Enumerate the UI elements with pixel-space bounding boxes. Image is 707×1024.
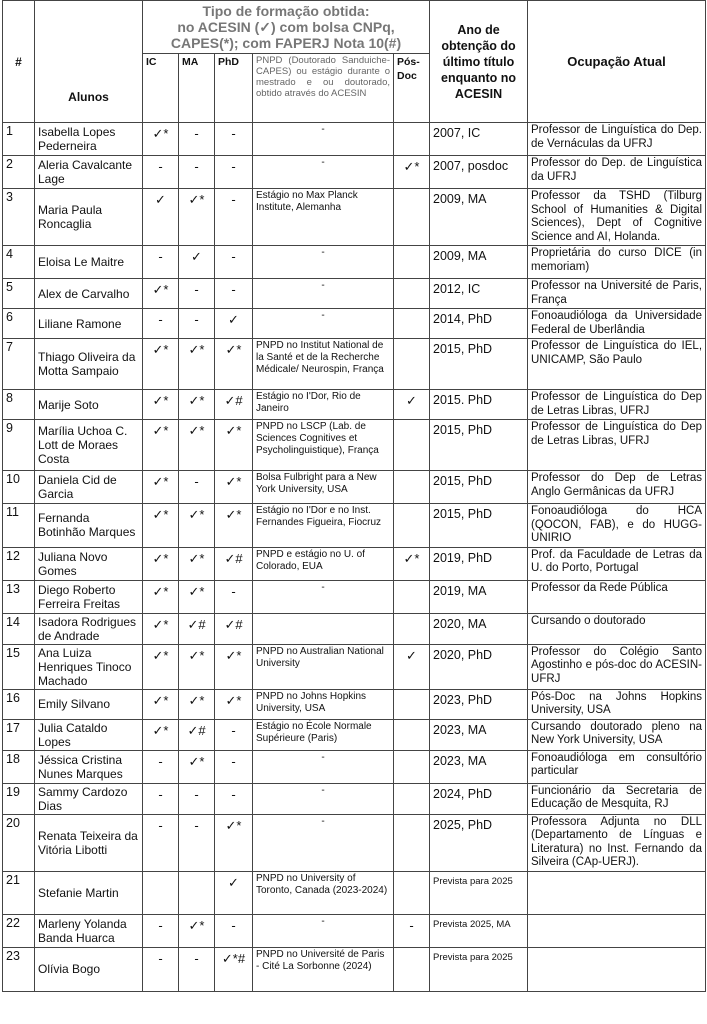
row-number: 6 [3,309,35,339]
ocupacao-atual: Fonoaudióloga em consultório particular [528,750,706,783]
ocupacao-atual: Professor do Dep de Letras Anglo Germânicas da UFRJ [528,471,706,504]
row-number: 10 [3,471,35,504]
ocupacao-atual [528,947,706,991]
student-name: Marleny Yolanda Banda Huarca [35,914,143,947]
ma-mark: ✓* [179,914,215,947]
ic-mark: - [143,814,179,871]
table-row [3,613,706,644]
table-row [3,871,706,914]
ma-mark: ✓# [179,613,215,644]
student-name: Isabella Lopes Pederneira [35,123,143,156]
posdoc-mark: - [394,914,430,947]
pnpd-info: Estágio no I'Dor, Rio de Janeiro [253,390,394,420]
ma-mark: ✓* [179,644,215,689]
pnpd-info: - [253,156,394,189]
phd-mark: - [215,580,253,613]
ic-mark: ✓* [143,420,179,471]
table-row [3,339,706,390]
ano-obtencao: 2020, MA [430,613,528,644]
ocupacao-atual: Professora Adjunta no DLL (Departamento de Línguas e Literatura) no Inst. Fernando da Silveira (CAp-UERJ). [528,814,706,871]
ano-obtencao: 2023, PhD [430,689,528,719]
table-row [3,420,706,471]
ano-obtencao: 2023, MA [430,719,528,750]
posdoc-mark [394,613,430,644]
ano-obtencao: 2020, PhD [430,644,528,689]
table-row [3,947,706,991]
row-number: 11 [3,504,35,548]
posdoc-mark: ✓ [394,390,430,420]
ocupacao-atual: Cursando doutorado pleno na New York University, USA [528,719,706,750]
student-name: Marília Uchoa C. Lott de Moraes Costa [35,420,143,471]
posdoc-mark [394,814,430,871]
ma-mark: - [179,947,215,991]
pnpd-info [253,613,394,644]
phd-mark: ✓*# [215,947,253,991]
ano-obtencao: 2015, PhD [430,420,528,471]
header-number: # [3,1,35,123]
posdoc-mark [394,309,430,339]
ma-mark: - [179,814,215,871]
row-number: 20 [3,814,35,871]
posdoc-mark [394,246,430,279]
ic-mark: ✓* [143,471,179,504]
ocupacao-atual: Professor de Linguística do Dep de Letras Libras, UFRJ [528,390,706,420]
pnpd-info: Estágio no École Normale Supérieure (Paris) [253,719,394,750]
row-number: 15 [3,644,35,689]
row-number: 7 [3,339,35,390]
pnpd-info: PNPD no Université de Paris - Cité La Sorbonne (2024) [253,947,394,991]
ic-mark: ✓* [143,504,179,548]
row-number: 16 [3,689,35,719]
phd-mark: - [215,914,253,947]
phd-mark: ✓# [215,390,253,420]
student-name: Diego Roberto Ferreira Freitas [35,580,143,613]
pnpd-info: - [253,580,394,613]
ano-obtencao: Prevista para 2025 [430,947,528,991]
phd-mark: - [215,783,253,814]
posdoc-mark [394,947,430,991]
ocupacao-atual [528,871,706,914]
table-row [3,719,706,750]
header-posdoc: Pós-Doc [394,54,430,123]
row-number: 23 [3,947,35,991]
ocupacao-atual: Proprietária do curso DICE (in memoriam) [528,246,706,279]
ano-obtencao: 2009, MA [430,189,528,246]
header-tipo-line2: no ACESIN (✓) com bolsa CNPq, [177,19,395,35]
phd-mark: ✓* [215,814,253,871]
ma-mark: ✓ [179,246,215,279]
row-number: 5 [3,279,35,309]
student-name: Daniela Cid de Garcia [35,471,143,504]
phd-mark: - [215,246,253,279]
header-ocupacao: Ocupação Atual [528,1,706,123]
ma-mark: - [179,309,215,339]
ic-mark: ✓* [143,644,179,689]
ano-obtencao: 2012, IC [430,279,528,309]
student-name: Julia Cataldo Lopes [35,719,143,750]
student-name: Thiago Oliveira da Motta Sampaio [35,339,143,390]
phd-mark: ✓ [215,871,253,914]
header-phd: PhD [215,54,253,123]
ocupacao-atual: Prof. da Faculdade de Letras da U. do Porto, Portugal [528,547,706,580]
ocupacao-atual: Fonoaudióloga do HCA (QOCON, FAB), e do HUGG-UNIRIO [528,504,706,548]
ma-mark: ✓* [179,189,215,246]
phd-mark: - [215,156,253,189]
phd-mark: ✓* [215,644,253,689]
ocupacao-atual: Professor do Colégio Santo Agostinho e pós-doc do ACESIN-UFRJ [528,644,706,689]
pnpd-info: PNPD no LSCP (Lab. de Sciences Cognitives et Psycholinguistique), França [253,420,394,471]
pnpd-info: Estágio no Max Planck Institute, Alemanha [253,189,394,246]
ic-mark: ✓* [143,719,179,750]
ocupacao-atual: Fonoaudióloga da Universidade Federal de Uberlândia [528,309,706,339]
ic-mark: ✓* [143,580,179,613]
ma-mark: ✓* [179,390,215,420]
row-number: 21 [3,871,35,914]
student-name: Sammy Cardozo Dias [35,783,143,814]
posdoc-mark [394,420,430,471]
pnpd-info: - [253,279,394,309]
ano-obtencao: 2007, IC [430,123,528,156]
row-number: 8 [3,390,35,420]
ocupacao-atual: Professor na Université de Paris, França [528,279,706,309]
row-number: 3 [3,189,35,246]
student-name: Stefanie Martin [35,871,143,914]
pnpd-info: - [253,814,394,871]
student-name: Alex de Carvalho [35,279,143,309]
posdoc-mark [394,783,430,814]
ic-mark: - [143,783,179,814]
phd-mark: - [215,189,253,246]
ano-obtencao: 2015, PhD [430,471,528,504]
ic-mark: - [143,156,179,189]
pnpd-info: Bolsa Fulbright para a New York University, USA [253,471,394,504]
ma-mark [179,871,215,914]
table-row [3,750,706,783]
pnpd-info: PNPD e estágio no U. of Colorado, EUA [253,547,394,580]
ic-mark [143,871,179,914]
posdoc-mark [394,279,430,309]
table-row [3,390,706,420]
phd-mark: - [215,719,253,750]
posdoc-mark [394,189,430,246]
row-number: 9 [3,420,35,471]
pnpd-info: - [253,783,394,814]
ma-mark: ✓* [179,750,215,783]
pnpd-info: - [253,246,394,279]
ic-mark: ✓* [143,123,179,156]
table-row [3,580,706,613]
table-row [3,689,706,719]
table-row [3,189,706,246]
ano-obtencao: 2023, MA [430,750,528,783]
posdoc-mark: ✓* [394,156,430,189]
ocupacao-atual: Pós-Doc na Johns Hopkins University, USA [528,689,706,719]
row-number: 18 [3,750,35,783]
pnpd-info: - [253,914,394,947]
student-name: Juliana Novo Gomes [35,547,143,580]
row-number: 4 [3,246,35,279]
posdoc-mark [394,871,430,914]
ic-mark: - [143,750,179,783]
ano-obtencao: 2024, PhD [430,783,528,814]
ma-mark: ✓* [179,339,215,390]
posdoc-mark [394,719,430,750]
table-row [3,644,706,689]
pnpd-info: - [253,123,394,156]
phd-mark: - [215,750,253,783]
phd-mark: ✓ [215,309,253,339]
posdoc-mark [394,471,430,504]
student-name: Fernanda Botinhão Marques [35,504,143,548]
ocupacao-atual: Professor de Linguística do IEL, UNICAMP, São Paulo [528,339,706,390]
ma-mark: - [179,156,215,189]
phd-mark: ✓* [215,689,253,719]
ocupacao-atual: Professor de Linguística do Dep. de Vernáculas da UFRJ [528,123,706,156]
student-name: Aleria Cavalcante Lage [35,156,143,189]
ma-mark: ✓* [179,420,215,471]
pnpd-info: PNPD no University of Toronto, Canada (2023-2024) [253,871,394,914]
ic-mark: ✓* [143,689,179,719]
student-name: Olívia Bogo [35,947,143,991]
ic-mark: - [143,914,179,947]
table-row [3,814,706,871]
row-number: 19 [3,783,35,814]
pnpd-info: PNPD no Johns Hopkins University, USA [253,689,394,719]
ic-mark: - [143,246,179,279]
header-ano: Ano de obtenção do último título enquanto no ACESIN [430,1,528,123]
ic-mark: ✓* [143,390,179,420]
table-row [3,246,706,279]
table-row [3,309,706,339]
ano-obtencao: 2015, PhD [430,504,528,548]
ocupacao-atual: Cursando o doutorado [528,613,706,644]
header-tipo-line1: Tipo de formação obtida: [202,3,370,19]
student-name: Isadora Rodrigues de Andrade [35,613,143,644]
ic-mark: - [143,309,179,339]
ma-mark: ✓* [179,504,215,548]
ano-obtencao: Prevista para 2025 [430,871,528,914]
ma-mark: ✓* [179,547,215,580]
ano-obtencao: 2019, PhD [430,547,528,580]
table-row [3,471,706,504]
row-number: 12 [3,547,35,580]
header-alunos: Alunos [35,1,143,123]
ic-mark: ✓* [143,613,179,644]
phd-mark: - [215,123,253,156]
header-ic: IC [143,54,179,123]
ic-mark: ✓ [143,189,179,246]
row-number: 13 [3,580,35,613]
pnpd-info: - [253,750,394,783]
table-row [3,504,706,548]
ocupacao-atual: Professor da Rede Pública [528,580,706,613]
pnpd-info: Estágio no I'Dor e no Inst. Fernandes Figueira, Fiocruz [253,504,394,548]
student-name: Maria Paula Roncaglia [35,189,143,246]
ano-obtencao: 2019, MA [430,580,528,613]
ma-mark: ✓* [179,689,215,719]
ma-mark: - [179,279,215,309]
row-number: 22 [3,914,35,947]
row-number: 17 [3,719,35,750]
table-row [3,783,706,814]
phd-mark: ✓* [215,420,253,471]
ma-mark: - [179,783,215,814]
posdoc-mark [394,750,430,783]
table-body [3,123,706,992]
posdoc-mark: ✓* [394,547,430,580]
ano-obtencao: 2025, PhD [430,814,528,871]
row-number: 1 [3,123,35,156]
table-row [3,156,706,189]
table-row [3,123,706,156]
phd-mark: - [215,279,253,309]
ic-mark: ✓* [143,547,179,580]
phd-mark: ✓* [215,339,253,390]
ano-obtencao: 2015. PhD [430,390,528,420]
posdoc-mark [394,580,430,613]
ocupacao-atual: Professor de Linguística do Dep de Letras Libras, UFRJ [528,420,706,471]
student-name: Eloisa Le Maitre [35,246,143,279]
row-number: 2 [3,156,35,189]
ma-mark: - [179,123,215,156]
phd-mark: ✓# [215,613,253,644]
student-name: Marije Soto [35,390,143,420]
table-row [3,547,706,580]
header-pnpd: PNPD (Doutorado Sanduiche-CAPES) ou estágio durante o mestrado e ou doutorado, obtido através do ACESIN [253,54,394,123]
student-name: Ana Luiza Henriques Tinoco Machado [35,644,143,689]
pnpd-info: - [253,309,394,339]
posdoc-mark [394,339,430,390]
ic-mark: ✓* [143,279,179,309]
ic-mark: - [143,947,179,991]
header-tipo-formacao [143,1,430,54]
ocupacao-atual: Funcionário da Secretaria de Educação de Mesquita, RJ [528,783,706,814]
table-row [3,279,706,309]
posdoc-mark [394,123,430,156]
ic-mark: ✓* [143,339,179,390]
alumni-table [2,0,706,992]
posdoc-mark [394,504,430,548]
phd-mark: ✓# [215,547,253,580]
ocupacao-atual: Professor da TSHD (Tilburg School of Humanities & Digital Sciences), Dept of Cognitive Science and AI, Holanda. [528,189,706,246]
student-name: Jéssica Cristina Nunes Marques [35,750,143,783]
table-row [3,914,706,947]
ma-mark: ✓* [179,580,215,613]
student-name: Liliane Ramone [35,309,143,339]
row-number: 14 [3,613,35,644]
ano-obtencao: 2015, PhD [430,339,528,390]
posdoc-mark: ✓ [394,644,430,689]
ano-obtencao: 2014, PhD [430,309,528,339]
phd-mark: ✓* [215,471,253,504]
ocupacao-atual: Professor do Dep. de Linguística da UFRJ [528,156,706,189]
student-name: Renata Teixeira da Vitória Libotti [35,814,143,871]
pnpd-info: PNPD no Institut National de la Santé et de la Recherche Médicale/ Neurospin, França [253,339,394,390]
ano-obtencao: 2007, posdoc [430,156,528,189]
pnpd-info: PNPD no Australian National University [253,644,394,689]
posdoc-mark [394,689,430,719]
ocupacao-atual [528,914,706,947]
header-tipo-line3: CAPES(*); com FAPERJ Nota 10(#) [170,35,402,51]
student-name: Emily Silvano [35,689,143,719]
ma-mark: ✓# [179,719,215,750]
phd-mark: ✓* [215,504,253,548]
ano-obtencao: 2009, MA [430,246,528,279]
ma-mark: - [179,471,215,504]
ano-obtencao: Prevista 2025, MA [430,914,528,947]
header-ma: MA [179,54,215,123]
